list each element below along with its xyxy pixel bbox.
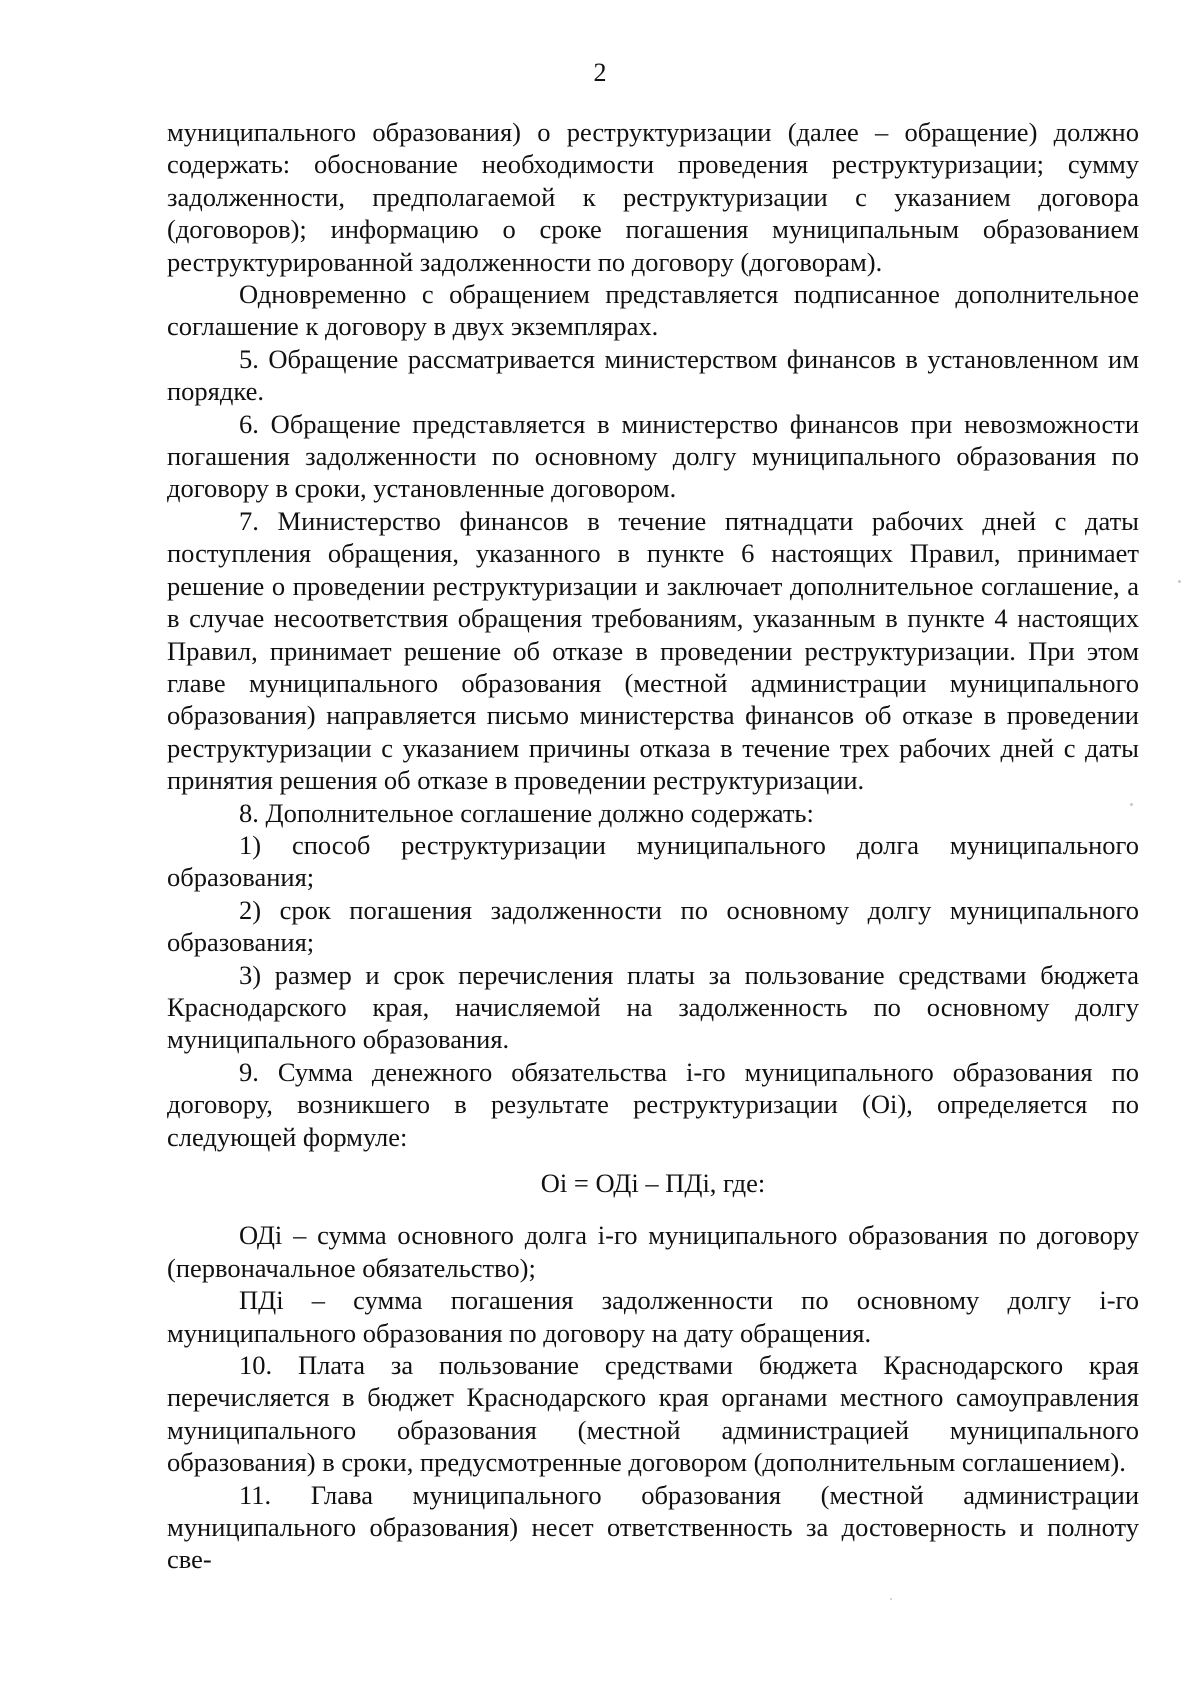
paragraph-10: 10. Плата за пользование средствами бюджета Краснодарского края перечисляется в бюджет Краснодарского края органами местного самоуправления муниципального образования (местной администрацией муниципального образования) в сроки, предусмотренные договором (дополнительным соглашением). <box>167 1350 1139 1478</box>
paragraph-8: 8. Дополнительное соглашение должно содержать: <box>239 797 814 828</box>
paragraph-8-item-3: 3) размер и срок перечисления платы за пользование средствами бюджета Краснодарского края, начисляемой на задолженность по основному долгу муниципального образования. <box>167 959 1139 1055</box>
scan-speck <box>1178 580 1181 583</box>
paragraph-8-item-2: 2) срок погашения задолженности по основному долгу муниципального образования; <box>167 894 1139 958</box>
document-body <box>167 116 1139 1576</box>
paragraph-8-item-1: 1) способ реструктуризации муниципального долга муниципального образования; <box>167 829 1139 893</box>
paragraph-simultaneous-submission: Одновременно с обращением представляется подписанное дополнительное соглашение к договору в двух экземплярах. <box>167 279 1139 342</box>
paragraph-7: 7. Министерство финансов в течение пятнадцати рабочих дней с даты поступления обращения, указанного в пункте 6 настоящих Правил, принимает решение о проведении реструктуризации и заключает дополнительное соглашение, а в случае несоответствия обращения требованиям, указанным в пункте 4 настоящих Правил, принимает решение об отказе в проведении реструктуризации. При этом главе муниципального образования (местной администрации муниципального образования) направляется письмо министерства финансов об отказе в проведении реструктуризации с указанием причины отказа в течение трех рабочих дней с даты принятия решения об отказе в проведении реструктуризации. <box>167 505 1139 796</box>
scan-speck <box>1130 803 1133 806</box>
paragraph-6: 6. Обращение представляется в министерство финансов при невозможности погашения задолженности по основному долгу муниципального образования по договору в сроки, установленные договором. <box>167 408 1139 504</box>
paragraph-5: 5. Обращение рассматривается министерством финансов в установленном им порядке. <box>167 343 1139 407</box>
definition-pd: ПДi – сумма погашения задолженности по основному долгу i-го муниципального образования по договору на дату обращения. <box>167 1285 1139 1348</box>
page-number: 2 <box>593 58 607 87</box>
formula: Оi = ОДi – ПДi, где: <box>540 1168 766 1198</box>
paragraph-continuation: муниципального образования) о реструктуризации (далее – обращение) должно содержать: обоснование необходимости проведения реструктуризации; сумму задолженности, предполагаемой к реструктуризации с указанием договора (договоров); информацию о сроке погашения муниципальным образованием реструктурированной задолженности по договору (договорам). <box>167 117 1139 277</box>
paragraph-11: 11. Глава муниципального образования (местной администрации муниципального образования) несет ответственность за достоверность и полноту све- <box>167 1479 1139 1575</box>
scan-speck <box>890 1598 892 1600</box>
paragraph-9: 9. Сумма денежного обязательства i-го муниципального образования по договору, возникшего в результате реструктуризации (Оi), определяется по следующей формуле: <box>167 1056 1139 1152</box>
definition-od: ОДi – сумма основного долга i-го муниципального образования по договору (первоначальное обязательство); <box>167 1220 1139 1283</box>
